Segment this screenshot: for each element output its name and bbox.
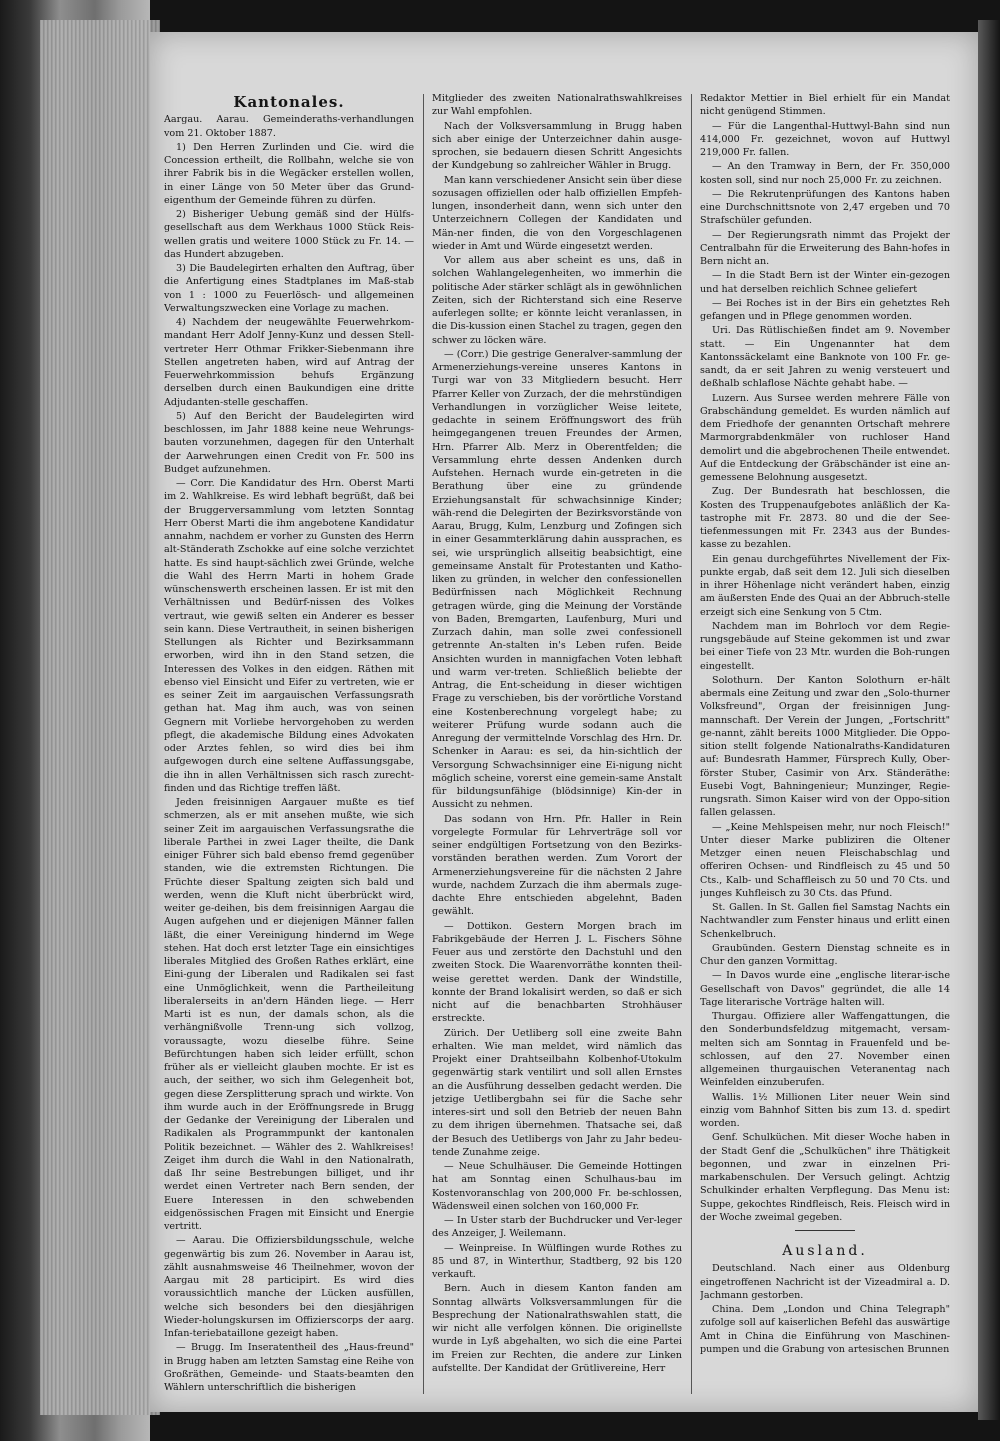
paragraph: China. Dem „London und China Telegraph" zufolge soll auf kaiserlichen Befehl das auswärtige Amt in China die Einführung von Maschinen-pumpen und die Grabung von artesischen Brunnen <box>700 1304 950 1355</box>
paragraph: — An den Tramway in Bern, der Fr. 350,000 kosten soll, sind nur noch 25,000 Fr. zu zeichnen. <box>700 161 950 186</box>
column-rule-2 <box>691 94 692 1394</box>
paragraph: Vor allem aus aber scheint es uns, daß in solchen Wahlangelegenheiten, wo immerhin die politische Ader stärker schlägt als in gewöhnlichen Zeiten, sich der Richterstand sich eine Reserve auferlegen sollte; er könnte leicht veranlassen, in die Dis-kussion einen Stachel zu tragen, gegen den schwer zu löcken wäre. <box>432 255 682 346</box>
paragraph: Nachdem man im Bohrloch vor dem Regie-rungsgebäude auf Steine gekommen ist und zwar bei einer Tiefe von 23 Mtr. wurden die Boh-rungen eingestellt. <box>700 620 950 672</box>
paragraph: 4) Nachdem der neugewählte Feuerwehrkom-mandant Herr Adolf Jenny-Kunz und dessen Stell-vertreter Herr Othmar Frikker-Siebenmann ihre Stellen angetreten haben, wird auf Antrag der Feuerwehrkommission behufs Ergänzung derselben durch einen Baukundigen eine dritte Adjudanten-stelle geschaffen. <box>164 317 414 408</box>
paragraph: — Für die Langenthal-Huttwyl-Bahn sind nun 414,000 Fr. gezeichnet, wovon auf Huttwyl 219,000 Fr. fallen. <box>700 120 950 158</box>
page-stack-edge <box>40 20 160 1415</box>
paragraph: — In die Stadt Bern ist der Winter ein-gezogen und hat derselben reichlich Schnee geliefert <box>700 270 950 295</box>
paragraph: Das sodann von Hrn. Pfr. Haller in Rein vorgelegte Formular für Lehrverträge soll vor seiner endgültigen Fortsetzung von den Bezirks-vorständen berathen werden. Zum Vorort der Armenerziehungsvereine für die nächsten 2 Jahre wurde, nachdem Zurzach die ihm abermals zuge-dachte Ehre entschieden abgelehnt, Baden gewählt. <box>432 813 682 918</box>
paragraph: Deutschland. Nach einer aus Oldenburg eingetroffenen Nachricht ist der Vizeadmiral a. D. Jachmann gestorben. <box>700 1263 950 1301</box>
column-2 <box>432 92 682 1402</box>
paragraph: Wallis. 1½ Millionen Liter neuer Wein sind einzig vom Bahnhof Sitten bis zum 13. d. spedirt worden. <box>700 1091 950 1129</box>
paragraph: — (Corr.) Die gestrige Generalver-sammlung der Armenerziehungs-vereine unseres Kantons in Turgi war von 33 Mitgliedern besucht. Herr Pfarrer Keller von Zurzach, der die mehrstündigen Verhandlungen in vorzüglicher Weise leitete, gedachte in seinem Eröffnungswort des früh heimgegangenen treuen Freundes der Armen, Hrn. Pfarrer Alb. Merz in Oberentfelden; die Versammlung ehrte dessen Andenken durch Aufstehen. Hernach wurde ein-getreten in die Berathung über eine zu gründende Erziehungsanstalt für schwachsinnige Kinder; wäh-rend die Delegirten der Bezirksvorstände von Aarau, Brugg, Kulm, Lenzburg und Zofingen sich in einer Gesammterklärung dahin aussprachen, es sei, wie ursprünglich allseitig beabsichtigt, eine gemeinsame Anstalt für Protestanten und Katho-liken zu gründen, in welcher den confessionellen Bedürfnissen nach Möglichkeit Rechnung getragen würde, ging die Meinung der Vorstände von Baden, Bremgarten, Laufenburg, Muri und Zurzach dahin, man solle zwei confessionell getrennte An-stalten in's Leben rufen. Beide Ansichten wurden in mannigfachen Voten lebhaft und warm ver-treten. Schließlich beliebte der Antrag, die Ent-scheidung in dieser wichtigen Frage zu verschieben, bis der vorörtliche Vorstand eine Kostenberechnung vorgelegt habe; zu weiterer Prüfung wurde sodann auch die Anregung der vermittelnde Vorschlag des Hrn. Dr. Schenker in Aarau: es sei, da hin-sichtlich der Versorgung Schwachsinniger eine Ei-nigung nicht möglich scheine, vorerst eine gemein-same Anstalt für bildungsunfähige (blödsinnige) Kin-der in Aussicht zu nehmen. <box>432 348 682 811</box>
paragraph: Uri. Das Rütlischießen findet am 9. November statt. — Ein Ungenannter hat dem Kantonssäckelamt eine Banknote von 100 Fr. ge-sandt, da er seit Jahren zu wenig versteuert und deßhalb schlaflose Nächte gehabt habe. — <box>700 325 950 390</box>
section-title-kantonales: Kantonales. <box>233 93 345 111</box>
paragraph: — In Davos wurde eine „englische literar-ische Gesellschaft von Davos" gegründet, die alle 14 Tage literarische Vorträge halten will. <box>700 970 950 1008</box>
paragraph: Solothurn. Der Kanton Solothurn er-hält abermals eine Zeitung und zwar den „Solo-thurner Volksfreund", Organ der freisinnigen Jung-mannschaft. Der Verein der Jungen, „Fortschritt" ge-nannt, zählt bereits 1000 Mitglieder. Die Oppo-sition stellt folgende Nationalraths-Kandidaturen auf: Bundesrath Hammer, Fürsprech Kully, Ober-förster Stuber, Casimir von Arx. Ständeräthe: Eusebi Vogt, Bahningenieur; Munzinger, Regie-rungsrath. Simon Kaiser wird von der Oppo-sition fallen gelassen. <box>700 674 950 819</box>
paragraph: Man kann verschiedener Ansicht sein über diese sozusagen offiziellen oder halb offiziellen Empfeh-lungen, insonderheit dann, wenn sich unter den Unterzeichnern Collegen der Kandidaten und Män-ner finden, die von den Vorgeschlagenen wieder in Amt und Würde eingesetzt werden. <box>432 174 682 252</box>
paragraph: — Corr. Die Kandidatur des Hrn. Oberst Marti im 2. Wahlkreise. Es wird lebhaft begrüßt, daß bei der Bruggerversammlung vom letzten Sonntag Herr Oberst Marti die ihm angebotene Kandidatur annahm, nachdem er vorher zu Gunsten des Herrn alt-Ständerath Zschokke auf eine solche verzichtet hatte. Es sind haupt-sächlich zwei Gründe, welche die Wahl des Herrn Marti in hohem Grade wünschenswerth erscheinen lassen. Er ist mit den Verhältnissen und Bedürf-nissen des Volkes vertraut, wie gewiß selten ein Anderer es besser sein kann. Diese Vertrautheit, in seinen bisherigen Stellungen als Richter und Bezirksammann erworben, wird ihn in den Stand setzen, die Interessen des Volkes in den eidgen. Räthen mit ebenso viel Einsicht und Eifer zu vertreten, wie er es seiner Zeit im aargauischen Verfassungsrath gethan hat. Mag ihm auch, was von seinen Gegnern mit Vorliebe hervorgehoben zu werden pflegt, die akademische Bildung eines Advokaten oder Arztes fehlen, so wird dies bei ihm aufgewogen durch eine seltene Auffassungsgabe, die ihn in allen Verhältnissen sich rasch zurecht-finden und das Richtige treffen läßt. <box>164 478 414 794</box>
paragraph: 5) Auf den Bericht der Baudelegirten wird beschlossen, im Jahr 1888 keine neue Wehrungs-bauten vorzunehmen, dagegen für den Unterhalt der Aarwehrungen einen Credit von Fr. 500 ins Budget aufzunehmen. <box>164 410 414 475</box>
column-rule-1 <box>423 94 424 1394</box>
paragraph: — Dottikon. Gestern Morgen brach im Fabrikgebäude der Herren J. L. Fischers Söhne Feuer aus und zerstörte den Dachstuhl und den zweiten Stock. Die Waarenvorräthe konnten theil-weise gerettet werden. Dank der Windstille, konnte der Brand lokalisirt werden, so daß er sich nicht auf die benachbarten Strohhäuser erstreckte. <box>432 920 682 1025</box>
paragraph: Graubünden. Gestern Dienstag schneite es in Chur den ganzen Vormittag. <box>700 942 950 967</box>
paragraph: 1) Den Herren Zurlinden und Cie. wird die Concession ertheilt, die Rollbahn, welche sie von ihrer Fabrik bis in die Wegäcker erstellen wollen, in einer Länge von 50 Meter über das Grund-eigenthum der Gemeinde führen zu dürfen. <box>164 141 414 206</box>
paragraph: Mitglieder des zweiten Nationalrathswahlkreises zur Wahl empfohlen. <box>432 93 682 118</box>
paragraph: Nach der Volksversammlung in Brugg haben sich aber einige der Unterzeichner dahin ausge-sprochen, sie bedauern diesen Schritt Angesichts der Kundgebung so zahlreicher Wähler in Brugg. <box>432 120 682 172</box>
paragraph: Redaktor Mettier in Biel erhielt für ein Mandat nicht genügend Stimmen. <box>700 93 950 118</box>
paragraph: — In Uster starb der Buchdrucker und Ver-leger des Anzeiger, J. Weilemann. <box>432 1215 682 1240</box>
paragraph: Bern. Auch in diesem Kanton fanden am Sonntag allwärts Volksversammlungen für die Besprechung der Nationalrathswahlen statt, die wir nicht alle verfolgen können. Die originellste wurde in Lyß abgehalten, wo sich die eine Partei im Freien zur Rechten, die andere zur Linken aufstellte. Der Kandidat der Grütlivereine, Herr <box>432 1283 682 1374</box>
paragraph: — Brugg. Im Inseratentheil des „Haus-freund" in Brugg haben am letzten Samstag eine Reihe von Großräthen, Gemeinde- und Staats-beamten den Wählern unterschriftlich die bisherigen <box>164 1342 414 1393</box>
paragraph: — Weinpreise. In Wülflingen wurde Rothes zu 85 und 87, in Winterthur, Stadtberg, 92 bis 120 verkauft. <box>432 1242 682 1280</box>
paragraph: — Bei Roches ist in der Birs ein gehetztes Reh gefangen und in Pflege genommen worden. <box>700 297 950 322</box>
paragraph: 2) Bisheriger Uebung gemäß sind der Hülfs-gesellschaft aus dem Werkhaus 1000 Stück Reis-wellen gratis und weitere 1000 Stück zu Fr. 14. — das Hundert abzugeben. <box>164 209 414 260</box>
paragraph: Zürich. Der Uetliberg soll eine zweite Bahn erhalten. Wie man meldet, wird nämlich das Projekt einer Drahtseilbahn Kolbenhof-Utokulm gegenwärtig stark ventilirt und soll allen Ernstes an die Ausführung desselben gedacht werden. Die jetzige Uetlibergbahn sei für die Sache sehr interes-sirt und soll den Betrieb der neuen Bahn zu dem ihrigen übernehmen. Thatsache sei, daß der Besuch des Uetlibergs von Jahr zu Jahr bedeu-tende Zunahme zeige. <box>432 1027 682 1158</box>
section-separator <box>795 1230 855 1231</box>
column-3 <box>700 92 950 1402</box>
paragraph: St. Gallen. In St. Gallen fiel Samstag Nachts ein Nachtwandler zum Fenster hinaus und erlitt einen Schenkelbruch. <box>700 902 950 940</box>
scan-right-edge <box>978 20 1000 1420</box>
paragraph: — Aarau. Die Offiziersbildungsschule, welche gegenwärtig bis zum 26. November in Aarau ist, zählt ausnahmsweise 46 Theilnehmer, wovon der Aargau mit 28 participirt. Es wird dies voraussichtlich manche der Lücken ausfüllen, welche sich besonders bei den diesjährigen Wieder-holungskursen im Offizierscorps der aarg. Infan-teriebataillone gezeigt haben. <box>164 1235 414 1339</box>
paragraph: — „Keine Mehlspeisen mehr, nur noch Fleisch!" Unter dieser Marke publiziren die Oltener Metzger einen neuen Fleischabschlag und offeriren Ochsen- und Rindfleisch zu 45 und 50 Cts., Kalb- und Schaffleisch zu 50 und 70 Cts. und junges Kuhfleisch zu 30 Cts. das Pfund. <box>700 821 950 899</box>
paragraph: 3) Die Baudelegirten erhalten den Auftrag, über die Anfertigung eines Stadtplanes im Maß-stab von 1 : 1000 zu Feuerlösch- und allgemeinen Verwaltungszwecken eine Vorlage zu machen. <box>164 263 414 314</box>
paragraph: Jeden freisinnigen Aargauer mußte es tief schmerzen, als er mit ansehen mußte, wie sich seiner Zeit im aargauischen Verfassungsrathe die liberale Parthei in zwei Lager theilte, die Dank einiger Führer sich bald ebenso fremd gegenüber standen, wie die extremsten Richtungen. Die Früchte dieser Spaltung zeigten sich bald und werden, wenn die Kluft nicht überbrückt wird, weiter ge-deihen, bis dem freisinnigen Aargau die Augen aufgehen und er diejenigen Männer fallen läßt, die einer Vereinigung hindernd im Wege stehen. Hat doch erst letzter Tage ein einsichtiges liberales Mitglied des Großen Rathes erklärt, eine Eini-gung der Liberalen und Radikalen sei fast eine Unmöglichkeit, wenn die Partheileitung liberalerseits in an'dern Händen liege. — Herr Marti ist es nun, der damals schon, als die verhängnißvolle Trenn-ung sich vollzog, voraussagte, wozu dieselbe führe. Seine Befürchtungen haben sich leider erfüllt, schon früher als er vielleicht glauben mochte. Er ist es auch, der seither, wo sich ihm Gelegenheit bot, gegen diese Zersplitterung sprach und wirkte. Von ihm wurde auch in der Eröffnungsrede in Brugg der Gedanke der Vereinigung der Liberalen und Radikalen als Programmpunkt der kantonalen Politik bezeichnet. — Wähler des 2. Wahlkreises! Zeiget ihm durch die Wahl in den Nationalrath, daß Ihr seine Bestrebungen billiget, und ihr werdet einen Vertreter nach Bern senden, der Euere Interessen in den schwebenden eidgenössischen Fragen mit Einsicht und Energie vertritt. <box>164 797 414 1232</box>
paragraph: Luzern. Aus Sursee werden mehrere Fälle von Grabschändung gemeldet. Es wurden nämlich auf dem Friedhofe der genannten Ortschaft mehrere Marmorgrabdenkmäler von ruchloser Hand demolirt und die abgebrochenen Theile entwendet. Auf die Entdeckung der Gräbschänder ist eine an-gemessene Belohnung ausgesetzt. <box>700 392 950 483</box>
paragraph: — Der Regierungsrath nimmt das Projekt der Centralbahn für die Erweiterung des Bahn-hofes in Bern nicht an. <box>700 229 950 267</box>
paragraph: Ein genau durchgeführtes Nivellement der Fix-punkte ergab, daß seit dem 12. Juli sich dieselben in ihrer Höhenlage nicht verändert haben, einzig am äußersten Ende des Quai an der Abbruch-stelle erzeigt sich eine Senkung von 5 Ctm. <box>700 553 950 618</box>
column-1 <box>164 92 414 1402</box>
paragraph: Aargau. Aarau. Gemeinderaths-verhandlungen vom 21. Oktober 1887. <box>164 114 414 139</box>
section-title-ausland: Ausland. <box>782 1243 868 1259</box>
paragraph: — Neue Schulhäuser. Die Gemeinde Hottingen hat am Sonntag einen Schulhaus-bau im Kostenvoranschlag von 200,000 Fr. be-schlossen, Wädensweil einen solchen von 160,000 Fr. <box>432 1161 682 1212</box>
paragraph: Genf. Schulküchen. Mit dieser Woche haben in der Stadt Genf die „Schulküchen" ihre Thätigkeit begonnen, und zwar in einzelnen Pri-markabenschulen. Der Versuch gelingt. Achtzig Schulkinder erhalten Verpflegung. Das Menu ist: Suppe, gekochtes Rindfleisch, Reis. Fleisch wird in der Woche zweimal gegeben. <box>700 1132 950 1223</box>
paragraph: Zug. Der Bundesrath hat beschlossen, die Kosten des Truppenaufgebotes anläßlich der Ka-tastrophe mit Fr. 2873. 80 und die der See-tiefenmessungen mit Fr. 2343 aus der Bundes-kasse zu bezahlen. <box>700 486 950 551</box>
paragraph: — Die Rekrutenprüfungen des Kantons haben eine Durchschnittsnote von 2,47 ergeben und 70 Strafschüler gefunden. <box>700 188 950 227</box>
paragraph: Thurgau. Offiziere aller Waffengattungen, die den Sonderbundsfeldzug mitgemacht, versam-melten sich am Sonntag in Frauenfeld und be-schlossen, auf den 27. November einen allgemeinen thurgauischen Veteranentag nach Weinfelden einzuberufen. <box>700 1011 950 1089</box>
newspaper-page <box>150 32 978 1412</box>
